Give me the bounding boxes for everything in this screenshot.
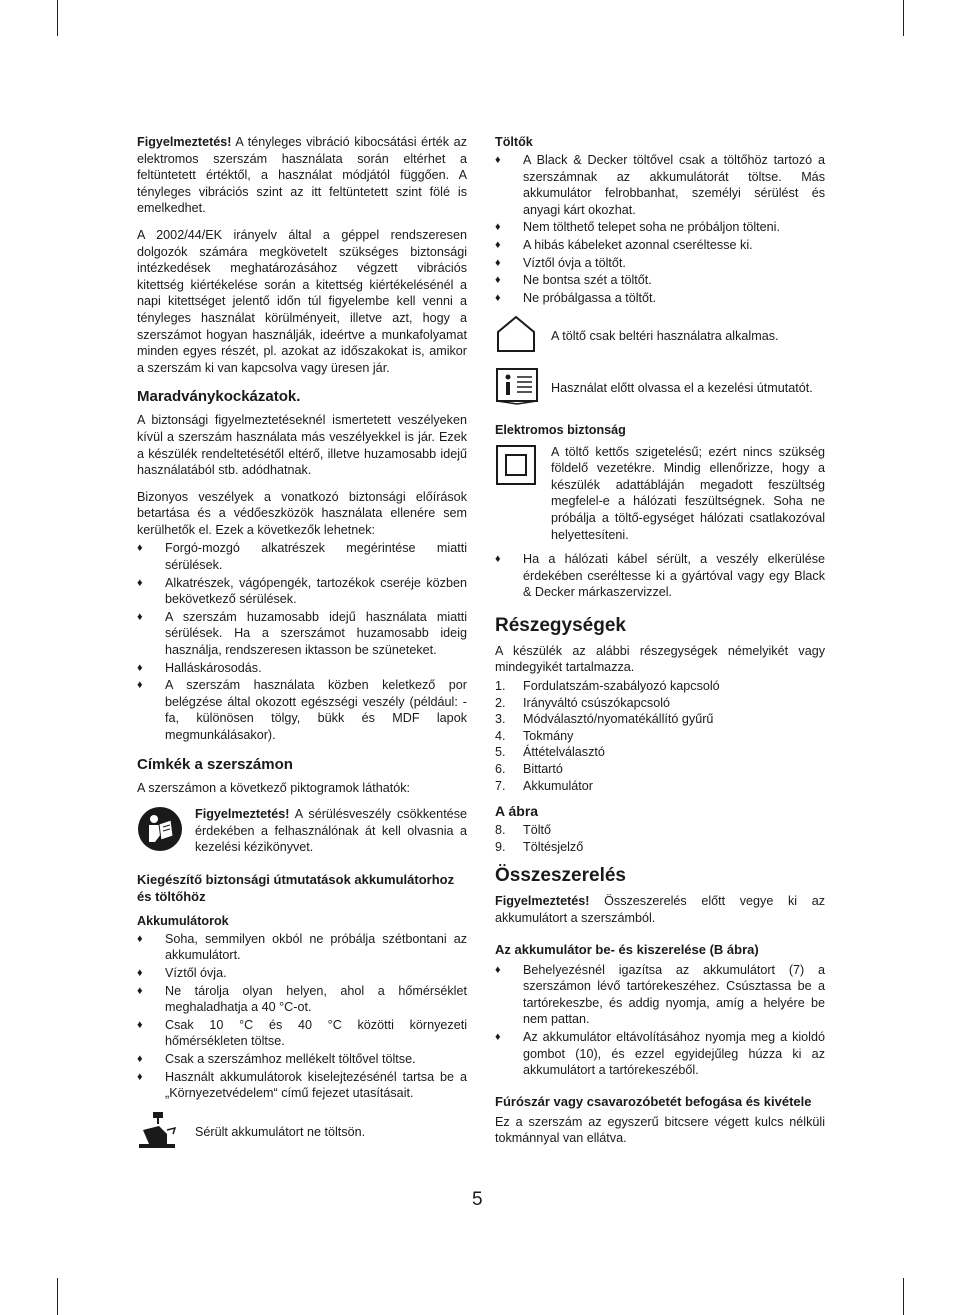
- assembly-warning-text: Összeszerelés előtt vegye ki az akkumulátort a szerszámból.: [495, 894, 825, 925]
- assembly-heading: Összeszerelés: [495, 865, 626, 887]
- residual-risks-heading: Maradványkockázatok.: [137, 388, 301, 406]
- battery-list: [137, 931, 467, 1102]
- list-item: [495, 711, 825, 728]
- crop-mark: [903, 1278, 904, 1315]
- list-item: ♦ Víztől óvja a töltőt.: [495, 255, 825, 272]
- cable-list: [495, 551, 825, 601]
- item-label: Akkumulátor: [523, 778, 593, 793]
- item-number: 6.: [495, 762, 506, 777]
- page-number: 5: [472, 1189, 483, 1210]
- damaged-battery-row: [137, 1110, 467, 1155]
- directive-paragraph: A 2002/44/EK irányelv által a géppel rendszeresen dolgozók számára megkövetelt szükséges biztonsági intézkedések meghatározásához végzett vibrációs kitettség kiértékelése során a kitettség kiértékelésénél a napi kitettséget jelentő időn túl figyelembe kell venni a tényleges használat körülményeit, illetve azt, hogy a szerszámot hogyan használják, ideértve a munkafolyamat minden egyes részét, pl. azokat az időszakokat is, amikor a szerszám ki van kapcsolva vagy üresen jár.: [137, 227, 467, 375]
- item-number: 2.: [495, 695, 506, 710]
- parts-list: [495, 678, 825, 794]
- parts-intro: A készülék az alábbi részegységek némelyikét vagy mindegyikét tartalmazza.: [495, 643, 825, 675]
- charger-list: [495, 152, 825, 306]
- double-insulation-icon: [495, 444, 551, 491]
- residual-risks-list: [137, 540, 467, 743]
- crop-mark: [903, 0, 904, 36]
- battery-fit-heading: Az akkumulátor be- és kiszerelése (B ábra): [495, 941, 759, 957]
- left-column: [137, 134, 467, 1162]
- list-item: ♦ Forgó-mozgó alkatrészek megérintése miatti sérülések.: [137, 540, 467, 573]
- list-item: ♦ Soha, semmilyen okból ne próbálja szétbontani az akkumulátort.: [137, 931, 467, 964]
- item-number: 5.: [495, 745, 506, 760]
- item-number: 4.: [495, 728, 506, 743]
- list-item: ♦ Ne próbálgassa a töltőt.: [495, 290, 825, 307]
- item-label: Tokmány: [523, 728, 574, 743]
- item-label: Módválasztó/nyomatékállító gyűrű: [523, 712, 714, 727]
- manual-pictogram-text: [195, 806, 467, 856]
- item-label: Bittartó: [523, 762, 563, 777]
- list-item: [495, 728, 825, 745]
- item-label: Töltésjelző: [523, 839, 584, 854]
- list-item: ♦ Halláskárosodás.: [137, 660, 467, 677]
- list-item: [495, 778, 825, 795]
- assembly-warning: [495, 893, 825, 926]
- item-number: 1.: [495, 679, 506, 694]
- electrical-safety-heading: Elektromos biztonság: [495, 422, 626, 437]
- list-item: ♦ A Black & Decker töltővel csak a töltőhöz tartozó a szerszámnak az akkumulátorát töltse. Más akkumulátor felrobbanhat, személyi sérülést és anyagi kárt okozhat.: [495, 152, 825, 218]
- warning-text: A tényleges vibráció kibocsátási érték az elektromos szerszám használata során eltérhet a feltüntetett értéktől, a használat módjától függően. A tényleges vibrációs szint az itt feltüntetett szint fölé is emelkedhet.: [137, 135, 467, 216]
- indoor-use-row: [495, 314, 825, 359]
- pictogram-warning-label: Figyelmeztetés!: [195, 807, 290, 822]
- list-item: [495, 744, 825, 761]
- charger-safety-heading: Kiegészítő biztonsági útmutatások akkumulátorhoz és töltőhöz: [137, 871, 455, 904]
- list-item: ♦ Nem tölthető telepet soha ne próbáljon tölteni.: [495, 219, 825, 236]
- residual-paragraph-1: A biztonsági figyelmeztetéseknél ismertetett veszélyeken kívül a szerszám használata más veszélyekkel is jár. Ezek a készülék rendeltetésétől eltérő, illetve huzamosabb idejű használatából stb. adódhatnak.: [137, 413, 467, 478]
- pictogram-warning-text: A sérülésveszély csökkentése érdekében a felhasználónak át kell olvasnia a kezelési kézikönyvet.: [195, 807, 467, 855]
- indoor-use-text: A töltő csak beltéri használatra alkalmas.: [551, 329, 779, 344]
- list-item: [495, 761, 825, 778]
- drill-bit-text: Ez a szerszám az egyszerű bitcsere végett kulcs nélküli tokmánnyal van ellátva.: [495, 1114, 825, 1146]
- item-number: 9.: [495, 839, 506, 854]
- item-label: Áttételválasztó: [523, 745, 605, 760]
- double-insulation-text: A töltő kettős szigetelésű; ezért nincs szükség földelő vezetékre. Mindig ellenőrizze, hogy a készülék adattábláján megadott feszültség megfelel-e a hálózati feszültségnek. Soha ne próbálja a töltő-egységet hálózati csatlakozóval helyettesíteni.: [551, 444, 825, 542]
- list-item: ♦ Behelyezésnél igazítsa az akkumulátort (7) a szerszámon lévő tartórekeszéhez. Csúsztassa be a tartórekeszbe, és addig nyomja, amíg a helyére be nem pattan.: [495, 962, 825, 1028]
- item-label: Töltő: [523, 823, 551, 838]
- list-item: ♦ Ne tárolja olyan helyen, ahol a hőmérséklet meghaladhatja a 40 °C-ot.: [137, 983, 467, 1016]
- read-manual-row: [495, 367, 825, 410]
- labels-heading: Címkék a szerszámon: [137, 755, 293, 773]
- double-insulation-row: [495, 444, 825, 544]
- list-item: ♦ Alkatrészek, vágópengék, tartozékok cseréje közben bekövetkező sérülések.: [137, 575, 467, 608]
- parts-heading: Részegységek: [495, 614, 626, 636]
- list-item: ♦ A hibás kábeleket azonnal cseréltesse ki.: [495, 237, 825, 254]
- residual-paragraph-2: Bizonyos veszélyek a vonatkozó biztonsági előírások betartása és a védőeszközök használata ellenére sem kerülhetők el. Ezek a következők lehetnek:: [137, 489, 467, 537]
- list-item: ♦ Csak 10 °C és 40 °C közötti környezeti hőmérsékleten töltse.: [137, 1017, 467, 1050]
- list-item: ♦ Használt akkumulátorok kiselejtezésénél tartsa be a „Környezetvédelem“ című fejezet utasításait.: [137, 1069, 467, 1102]
- manual-pictogram-row: [137, 806, 467, 857]
- indoor-house-icon: [495, 314, 551, 359]
- item-number: 7.: [495, 778, 506, 793]
- chargers-heading: Töltők: [495, 135, 533, 149]
- list-item: ♦ Csak a szerszámhoz mellékelt töltővel töltse.: [137, 1051, 467, 1068]
- labels-text: A szerszámon a következő piktogramok láthatók:: [137, 780, 410, 795]
- list-item: ♦ Víztől óvja.: [137, 965, 467, 982]
- list-item: ♦ Ha a hálózati kábel sérült, a veszély elkerülése érdekében cseréltesse ki a gyártóval vagy egy Black & Decker márkaszervizzel.: [495, 551, 825, 601]
- item-number: 8.: [495, 823, 506, 838]
- damaged-battery-icon: [137, 1110, 195, 1155]
- item-label: Irányváltó csúszókapcsoló: [523, 695, 670, 710]
- list-item: ♦ Az akkumulátor eltávolításához nyomja meg a kioldó gombot (10), és ezzel egyidejűleg húzza ki az akkumulátort a tartórekeszéből.: [495, 1029, 825, 1079]
- batteries-heading: Akkumulátorok: [137, 913, 229, 928]
- figure-a-list: [495, 822, 825, 855]
- read-manual-text: Használat előtt olvassa el a kezelési útmutatót.: [551, 380, 813, 395]
- right-column: [495, 134, 825, 1157]
- list-item: ♦ Ne bontsa szét a töltőt.: [495, 272, 825, 289]
- list-item: ♦ A szerszám használata közben keletkező por belégzése által okozott egészségi veszély (például: - fa, különösen tölgy, bükk és MDF lapok megmunkálásakor).: [137, 677, 467, 743]
- list-item: ♦ A szerszám huzamosabb idejű használata miatti sérülések. Ha a szerszámot huzamosabb ideig használja, rendszeresen iktasson be szüneteket.: [137, 609, 467, 659]
- assembly-warning-label: Figyelmeztetés!: [495, 894, 590, 909]
- battery-fit-list: [495, 962, 825, 1079]
- vibration-warning: [137, 134, 467, 217]
- drill-bit-heading: Fúrószár vagy csavarozóbetét befogása és kivétele: [495, 1093, 812, 1109]
- item-label: Fordulatszám-szabályozó kapcsoló: [523, 679, 720, 694]
- info-book-icon: [495, 367, 551, 410]
- list-item: [495, 822, 825, 839]
- list-item: [495, 695, 825, 712]
- figure-a-heading: A ábra: [495, 803, 539, 820]
- read-manual-icon: [137, 806, 195, 857]
- damaged-battery-text: Sérült akkumulátort ne töltsön.: [195, 1124, 366, 1139]
- list-item: [495, 678, 825, 695]
- crop-mark: [57, 1278, 58, 1315]
- list-item: [495, 839, 825, 856]
- item-number: 3.: [495, 712, 506, 727]
- warning-label: Figyelmeztetés!: [137, 135, 232, 149]
- crop-mark: [57, 0, 58, 36]
